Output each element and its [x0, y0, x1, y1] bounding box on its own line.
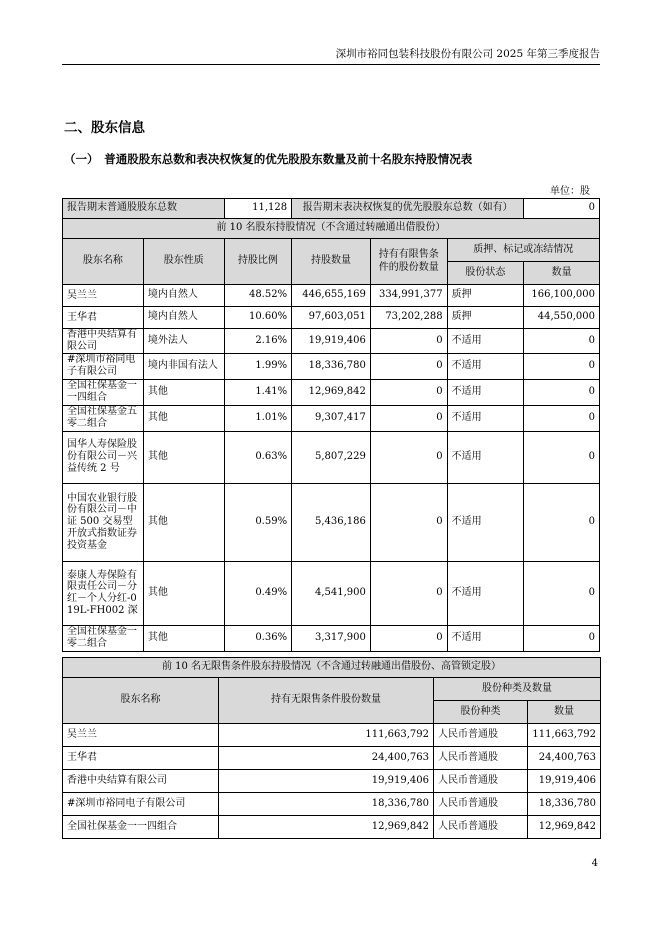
- subsection-title: （一） 普通股股东总数和表决权恢复的优先股股东数量及前十名股东持股情况表: [64, 152, 473, 166]
- unrestricted-qty: 111,663,792: [219, 724, 434, 747]
- shareholder-name: 王华君: [63, 747, 219, 770]
- restricted-qty: 0: [370, 431, 447, 483]
- unit-label: 单位：股: [550, 186, 590, 197]
- share-count: 12,969,842: [528, 816, 601, 839]
- col-header-status: 股份状态: [447, 262, 524, 285]
- shareholder-name: 国华人寿保险股份有限公司－兴益传统 2 号: [63, 431, 144, 483]
- table-row: [63, 747, 601, 770]
- col-header-share-type: 股份种类: [434, 701, 528, 724]
- share-status: 不适用: [447, 483, 524, 561]
- shareholder-nature: 其他: [143, 561, 224, 625]
- holding-ratio: 48.52%: [224, 285, 291, 307]
- share-status: 质押: [447, 285, 524, 307]
- shareholder-name: 泰康人寿保险有限责任公司－分红－个人分红-019L-FH002 深: [63, 561, 144, 625]
- restricted-qty: 0: [370, 329, 447, 354]
- holding-qty: 9,307,417: [292, 405, 371, 431]
- pledge-count: 166,100,000: [524, 285, 600, 307]
- col-header-name: 股东名称: [63, 678, 219, 724]
- col-header-restricted: 持有有限售条件的股份数量: [370, 239, 447, 285]
- unrestricted-qty: 12,969,842: [219, 816, 434, 839]
- unrestricted-caption: 前 10 名无限售条件股东持股情况（不含通过转融通出借股份、高管锁定股）: [63, 658, 601, 678]
- table-row: [63, 329, 600, 354]
- restricted-qty: 0: [370, 483, 447, 561]
- table-row: [63, 561, 600, 625]
- table-row: [63, 816, 601, 839]
- holding-ratio: 1.41%: [224, 379, 291, 405]
- shareholder-name: 全国社保基金一零二组合: [63, 625, 144, 651]
- holding-qty: 446,655,169: [292, 285, 371, 307]
- share-type: 人民币普通股: [434, 793, 528, 816]
- table-row: [63, 724, 601, 747]
- col-header-nature: 股东性质: [143, 239, 224, 285]
- holding-qty: 5,807,229: [292, 431, 371, 483]
- share-count: 111,663,792: [528, 724, 601, 747]
- pledge-count: 0: [524, 561, 600, 625]
- report-header: 深圳市裕同包装科技股份有限公司 2025 年第三季度报告: [335, 48, 600, 60]
- share-status: 不适用: [447, 625, 524, 651]
- total-preferred-value: 0: [524, 199, 600, 219]
- pledge-count: 0: [524, 353, 600, 379]
- shareholder-nature: 其他: [143, 405, 224, 431]
- pledge-count: 0: [524, 625, 600, 651]
- shareholder-name: 中国农业银行股份有限公司－中证 500 交易型开放式指数证券投资基金: [63, 483, 144, 561]
- pledge-count: 0: [524, 483, 600, 561]
- holding-ratio: 0.36%: [224, 625, 291, 651]
- share-status: 不适用: [447, 561, 524, 625]
- shareholder-nature: 境外法人: [143, 329, 224, 354]
- shareholder-name: 全国社保基金一一四组合: [63, 379, 144, 405]
- top10-caption-row: [63, 219, 600, 239]
- section-title: 二、股东信息: [64, 120, 145, 136]
- header-divider: [62, 64, 600, 65]
- shareholder-nature: 境内自然人: [143, 285, 224, 307]
- col-header-qty: 持股数量: [292, 239, 371, 285]
- holding-qty: 12,969,842: [292, 379, 371, 405]
- share-count: 18,336,780: [528, 793, 601, 816]
- page-number: 4: [591, 858, 598, 869]
- col-header-unrestricted-qty: 持有无限售条件股份数量: [219, 678, 434, 724]
- summary-row: [63, 199, 600, 219]
- shareholder-name: #深圳市裕同电子有限公司: [63, 353, 144, 379]
- share-type: 人民币普通股: [434, 724, 528, 747]
- table-row: [63, 431, 600, 483]
- restricted-qty: 0: [370, 353, 447, 379]
- top10-header-row: [63, 239, 600, 262]
- holding-qty: 97,603,051: [292, 307, 371, 329]
- shareholder-name: 吴兰兰: [63, 724, 219, 747]
- share-status: 不适用: [447, 353, 524, 379]
- unrestricted-table: [62, 657, 601, 839]
- holding-ratio: 2.16%: [224, 329, 291, 354]
- shareholder-nature: 其他: [143, 431, 224, 483]
- share-status: 不适用: [447, 329, 524, 354]
- shareholder-name: 吴兰兰: [63, 285, 144, 307]
- shareholder-name: 香港中央结算有限公司: [63, 329, 144, 354]
- table-row: [63, 379, 600, 405]
- holding-ratio: 0.63%: [224, 431, 291, 483]
- total-common-label: 报告期末普通股股东总数: [63, 199, 225, 219]
- shareholders-table: [62, 198, 600, 652]
- holding-ratio: 0.49%: [224, 561, 291, 625]
- col-header-count: 数量: [524, 262, 600, 285]
- shareholder-name: 香港中央结算有限公司: [63, 770, 219, 793]
- holding-qty: 18,336,780: [292, 353, 371, 379]
- holding-qty: 19,919,406: [292, 329, 371, 354]
- pledge-count: 44,550,000: [524, 307, 600, 329]
- restricted-qty: 73,202,288: [370, 307, 447, 329]
- shareholder-nature: 境内自然人: [143, 307, 224, 329]
- shareholder-nature: 其他: [143, 379, 224, 405]
- total-preferred-label: 报告期末表决权恢复的优先股股东总数（如有）: [292, 199, 524, 219]
- holding-qty: 4,541,900: [292, 561, 371, 625]
- table-row: [63, 793, 601, 816]
- holding-ratio: 0.59%: [224, 483, 291, 561]
- table-row: [63, 353, 600, 379]
- pledge-count: 0: [524, 431, 600, 483]
- unrestricted-header-row: [63, 678, 601, 701]
- table-row: [63, 405, 600, 431]
- unrestricted-qty: 24,400,763: [219, 747, 434, 770]
- holding-qty: 5,436,186: [292, 483, 371, 561]
- holding-ratio: 1.01%: [224, 405, 291, 431]
- shareholder-nature: 境内非国有法人: [143, 353, 224, 379]
- unrestricted-qty: 18,336,780: [219, 793, 434, 816]
- table-row: [63, 307, 600, 329]
- col-header-name: 股东名称: [63, 239, 144, 285]
- share-status: 不适用: [447, 405, 524, 431]
- restricted-qty: 334,991,377: [370, 285, 447, 307]
- pledge-count: 0: [524, 379, 600, 405]
- share-count: 24,400,763: [528, 747, 601, 770]
- shareholder-name: 全国社保基金五零二组合: [63, 405, 144, 431]
- share-type: 人民币普通股: [434, 816, 528, 839]
- top10-caption: 前 10 名股东持股情况（不含通过转融通出借股份）: [63, 219, 600, 239]
- pledge-count: 0: [524, 405, 600, 431]
- shareholder-name: #深圳市裕同电子有限公司: [63, 793, 219, 816]
- table-row: [63, 483, 600, 561]
- share-status: 质押: [447, 307, 524, 329]
- share-status: 不适用: [447, 431, 524, 483]
- restricted-qty: 0: [370, 379, 447, 405]
- table-row: [63, 625, 600, 651]
- share-type: 人民币普通股: [434, 770, 528, 793]
- shareholder-nature: 其他: [143, 483, 224, 561]
- share-type: 人民币普通股: [434, 747, 528, 770]
- table-row: [63, 770, 601, 793]
- pledge-count: 0: [524, 329, 600, 354]
- share-status: 不适用: [447, 379, 524, 405]
- shareholder-name: 全国社保基金一一四组合: [63, 816, 219, 839]
- unrestricted-caption-row: [63, 658, 601, 678]
- col-header-pledge-group: 质押、标记或冻结情况: [447, 239, 599, 262]
- total-common-value: 11,128: [224, 199, 291, 219]
- share-count: 19,919,406: [528, 770, 601, 793]
- holding-qty: 3,317,900: [292, 625, 371, 651]
- col-header-share-group: 股份种类及数量: [434, 678, 601, 701]
- shareholder-nature: 其他: [143, 625, 224, 651]
- shareholder-name: 王华君: [63, 307, 144, 329]
- col-header-ratio: 持股比例: [224, 239, 291, 285]
- holding-ratio: 10.60%: [224, 307, 291, 329]
- col-header-share-count: 数量: [528, 701, 601, 724]
- restricted-qty: 0: [370, 405, 447, 431]
- holding-ratio: 1.99%: [224, 353, 291, 379]
- unrestricted-qty: 19,919,406: [219, 770, 434, 793]
- restricted-qty: 0: [370, 625, 447, 651]
- restricted-qty: 0: [370, 561, 447, 625]
- table-row: [63, 285, 600, 307]
